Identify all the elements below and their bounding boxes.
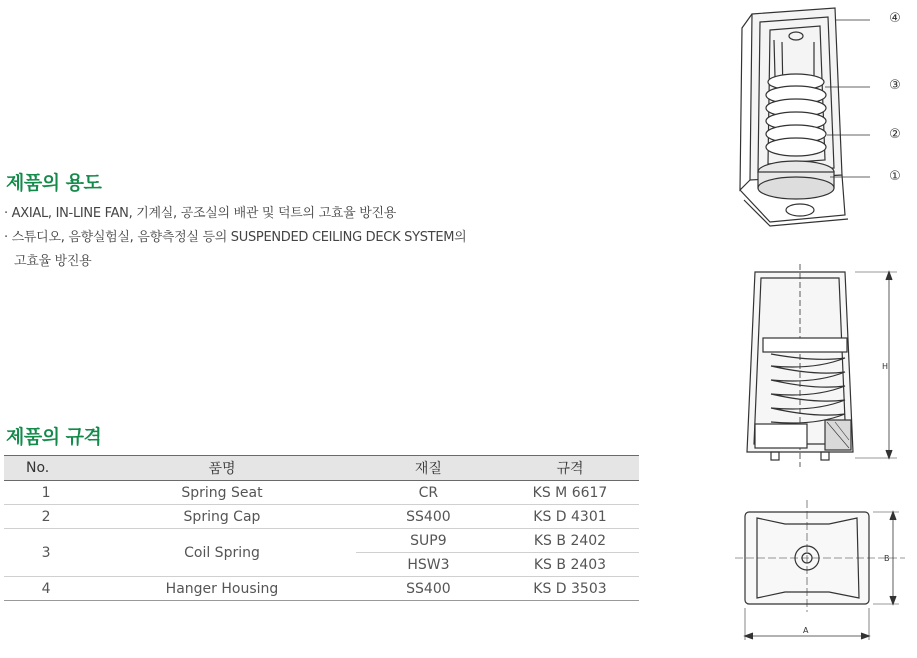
callout-2: ②	[889, 127, 901, 142]
header-name: 품명	[88, 456, 356, 481]
cell-standard: KS B 2402	[501, 529, 639, 553]
usage-list	[4, 202, 644, 274]
cell-standard: KS D 3503	[501, 577, 639, 601]
dimension-a-label: A	[803, 626, 809, 635]
callout-1: ①	[889, 169, 901, 184]
hanger-section-drawing	[735, 262, 905, 472]
cell-name: Spring Cap	[88, 505, 356, 529]
table-row	[4, 481, 639, 505]
table-row	[4, 529, 639, 553]
cell-no: 1	[4, 481, 88, 505]
header-no: No.	[4, 456, 88, 481]
header-standard: 규격	[501, 456, 639, 481]
cell-material: SS400	[356, 505, 501, 529]
cell-material: SS400	[356, 577, 501, 601]
cell-material: SUP9	[356, 529, 501, 553]
table-row	[4, 505, 639, 529]
table-row	[4, 577, 639, 601]
spec-section-title: 제품의 규격	[6, 426, 102, 448]
spec-table	[4, 455, 639, 601]
header-material: 재질	[356, 456, 501, 481]
usage-line: · AXIAL, IN-LINE FAN, 기계실, 공조실의 배관 및 덕트의 고효율 방진용	[4, 206, 396, 221]
dimension-h-label: H	[882, 362, 889, 371]
cell-no: 4	[4, 577, 88, 601]
hanger-perspective-drawing	[730, 0, 910, 240]
cell-name: Hanger Housing	[88, 577, 356, 601]
cell-material: CR	[356, 481, 501, 505]
usage-line: · 스튜디오, 음향실험실, 음향측정실 등의 SUSPENDED CEILING DECK SYSTEM의	[4, 230, 467, 245]
usage-line: 고효율 방진용	[14, 254, 92, 269]
cell-no: 3	[4, 529, 88, 577]
cell-name: Spring Seat	[88, 481, 356, 505]
cell-material: HSW3	[356, 553, 501, 577]
cell-no: 2	[4, 505, 88, 529]
dimension-b-label: B	[884, 554, 890, 563]
table-header-row	[4, 456, 639, 481]
callout-3: ③	[889, 78, 901, 93]
callout-4: ④	[889, 11, 901, 26]
cell-name: Coil Spring	[88, 529, 356, 577]
cell-standard: KS D 4301	[501, 505, 639, 529]
hanger-plan-drawing	[735, 500, 905, 650]
cell-standard: KS M 6617	[501, 481, 639, 505]
cell-standard: KS B 2403	[501, 553, 639, 577]
usage-section-title: 제품의 용도	[6, 172, 102, 194]
